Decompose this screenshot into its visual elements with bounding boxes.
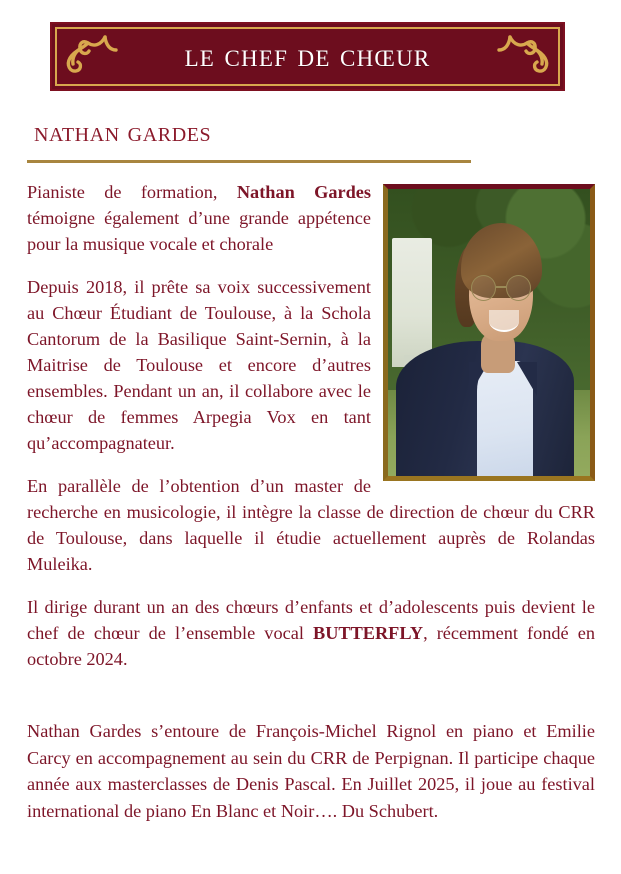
portrait-photo-container: [383, 184, 595, 481]
photo-background-sign: [392, 238, 432, 367]
paragraph-il-dirige: Il dirige durant un an des chœurs d’enfants et d’adolescents puis devient le chef de chœur de l’ensemble vocal BUTTERFLY, récemment fondé en octobre 2024.: [27, 596, 595, 669]
glasses-lens-left: [471, 275, 496, 301]
portrait-photo-image: [388, 189, 590, 476]
title-divider-rule: [27, 160, 471, 163]
portrait-photo-frame: [383, 184, 595, 481]
paragraph-intro: Pianiste de formation, Nathan Gardes témoigne également d’une grande appétence pour la musique vocale et chorale: [27, 182, 371, 254]
photo-subject-lapel-right: [517, 362, 537, 396]
photo-subject-glasses: [471, 275, 532, 301]
glasses-bridge: [496, 286, 506, 288]
header-banner: [50, 22, 565, 91]
photo-subject-smile: [489, 310, 519, 332]
emphasized-text: BUTTERFLY: [313, 622, 424, 643]
ornamental-scroll-flourish-left-icon: [61, 31, 123, 86]
emphasized-text: Nathan Gardes: [236, 182, 371, 202]
glasses-lens-right: [506, 275, 531, 301]
paragraph-en-parallele: En parallèle de l’obtention d’un master de recherche en musicologie, il intègre la classe de direction de chœur du CRR de Toulouse, dans laquelle il étudie actuellement auprès de Rolandas Muleika.: [27, 475, 595, 574]
paragraph-depuis-2018: Depuis 2018, il prête sa voix successivement au Chœur Étudiant de Toulouse, à la Schola Cantorum de la Basilique Saint-Sernin, à la Maitrise de Toulouse et encore d’autres ensembles. Pendant un an, il collabore avec le chœur de femmes Arpegia Vox en tant qu’accompagnateur.: [27, 276, 371, 453]
page-title: nathan gardes: [34, 116, 212, 148]
banner-title: le chef de chœur: [184, 38, 431, 74]
header-banner-inner: [55, 27, 560, 86]
biography-content: [27, 180, 595, 672]
paragraph-tail: Nathan Gardes s’entoure de François-Michel Rignol en piano et Emilie Carcy en accompagnement au sein du CRR de Perpignan. Il participe chaque année aux masterclasses de Denis Pascal. En Juillet 2025, il joue au festival international de piano En Blanc et Noir…. Du Schubert.: [27, 721, 595, 822]
ornamental-scroll-flourish-right-icon: [492, 31, 554, 86]
biography-tail: [27, 718, 595, 825]
